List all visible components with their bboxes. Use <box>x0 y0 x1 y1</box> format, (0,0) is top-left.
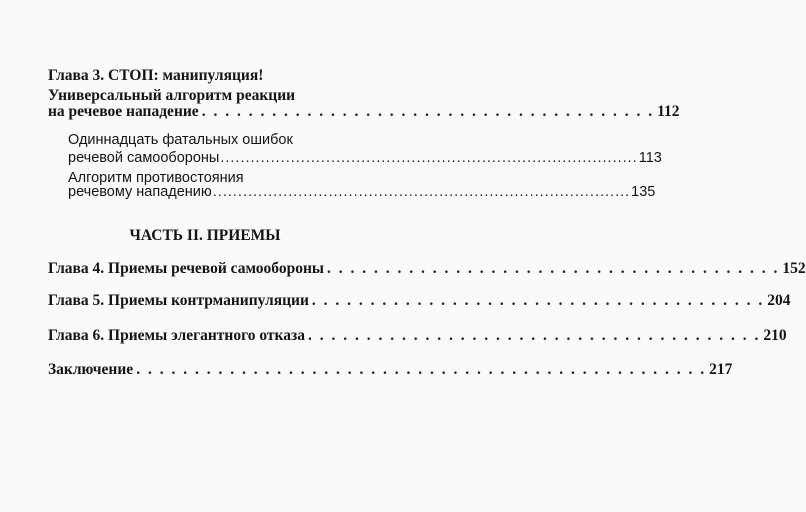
dot-leader: . . . . . . . . . . . . . . . . . . . . . . . . . . . . . . . . . . . . . . . <box>201 103 655 120</box>
part-2-heading[interactable]: ЧАСТЬ II. ПРИЕМЫ <box>129 227 281 244</box>
chapter-3-title-line-1: Глава 3. СТОП: манипуляция! <box>48 67 264 84</box>
toc-entry-chapter-6[interactable] <box>48 327 787 345</box>
toc-entry-conclusion[interactable] <box>48 361 733 379</box>
chapter-3-title-line-3: на речевое нападение <box>48 103 199 120</box>
page-number: 152 <box>782 260 806 277</box>
toc-entry-section-1[interactable] <box>68 150 662 166</box>
page-number: 135 <box>631 184 656 200</box>
page-number: 112 <box>657 103 680 120</box>
section-1-title-line-2: речевой самообороны <box>68 150 220 166</box>
section-2-title-line-2: речевому нападению <box>68 184 212 200</box>
toc-entry-chapter-4[interactable] <box>48 260 806 278</box>
page-number: 217 <box>709 361 733 378</box>
page-number: 210 <box>763 327 787 344</box>
dot-leader: . . . . . . . . . . . . . . . . . . . . . . . . . . . . . . . . . . . . . . . <box>311 292 765 309</box>
entry-title: Глава 6. Приемы элегантного отказа <box>48 327 305 344</box>
dot-leader: ................................................................................... <box>212 184 631 200</box>
toc-entry-chapter-5[interactable] <box>48 292 791 310</box>
chapter-3-title-line-2: Универсальный алгоритм реакции <box>48 87 296 104</box>
page-number: 204 <box>767 292 791 309</box>
dot-leader: ................................................................................... <box>220 150 638 166</box>
entry-title: Заключение <box>48 361 134 378</box>
page-number: 113 <box>638 150 662 166</box>
section-2-title-line-1: Алгоритм противостояния <box>68 170 244 186</box>
dot-leader: . . . . . . . . . . . . . . . . . . . . . . . . . . . . . . . . . . . . . . . <box>307 327 761 344</box>
dot-leader: . . . . . . . . . . . . . . . . . . . . . . . . . . . . . . . . . . . . . . . . . . . . . . . . . <box>136 361 707 378</box>
dot-leader: . . . . . . . . . . . . . . . . . . . . . . . . . . . . . . . . . . . . . . . <box>327 260 780 277</box>
entry-title: Глава 5. Приемы контрманипуляции <box>48 292 309 309</box>
section-1-title-line-1: Одиннадцать фатальных ошибок <box>68 132 293 148</box>
toc-entry-chapter-3[interactable] <box>48 103 680 121</box>
entry-title: Глава 4. Приемы речевой самообороны <box>48 260 325 277</box>
toc-entry-section-2[interactable] <box>68 184 656 200</box>
